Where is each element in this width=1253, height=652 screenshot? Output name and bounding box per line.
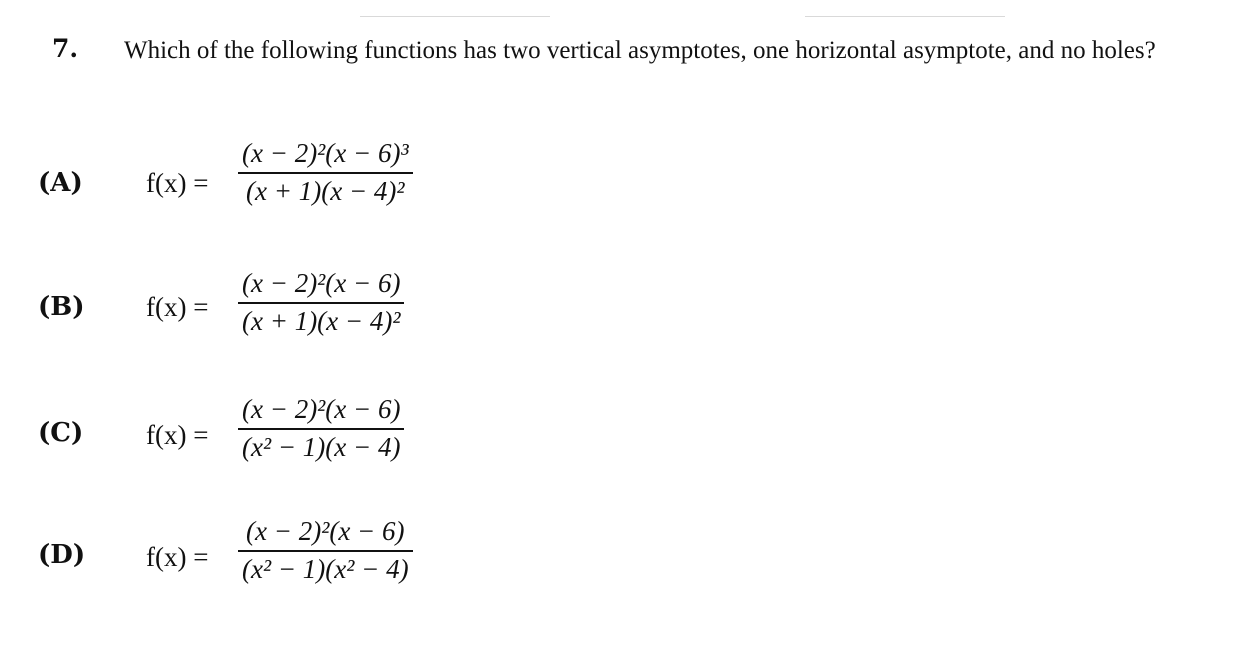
scan-artifact <box>360 16 550 17</box>
fraction <box>238 138 413 207</box>
option-label: (A) <box>38 168 83 198</box>
function-lhs: f(x) = <box>146 292 209 322</box>
option-a[interactable] <box>0 138 1253 228</box>
option-d[interactable] <box>0 516 1253 606</box>
fraction <box>238 394 404 463</box>
option-c[interactable] <box>0 394 1253 484</box>
function-lhs: f(x) = <box>146 168 209 198</box>
numerator: (x − 2)²(x − 6) <box>242 268 401 298</box>
option-b[interactable] <box>0 268 1253 358</box>
numerator: (x − 2)²(x − 6) <box>242 394 401 424</box>
function-lhs: f(x) = <box>146 542 209 572</box>
denominator: (x + 1)(x − 4)² <box>242 306 401 336</box>
function-lhs: f(x) = <box>146 420 209 450</box>
denominator: (x + 1)(x − 4)² <box>246 176 405 206</box>
fraction <box>238 516 413 585</box>
numerator: (x − 2)²(x − 6)³ <box>242 138 409 168</box>
question-number: 7. <box>52 34 79 63</box>
question-text: Which of the following functions has two vertical asymptotes, one horizontal asymptote, and no holes? <box>124 37 1156 64</box>
option-label: (D) <box>38 540 86 570</box>
denominator: (x² − 1)(x² − 4) <box>242 554 409 584</box>
option-label: (B) <box>38 292 85 322</box>
fraction <box>238 268 404 337</box>
denominator: (x² − 1)(x − 4) <box>242 432 401 462</box>
scan-artifact <box>805 16 1005 17</box>
numerator: (x − 2)²(x − 6) <box>246 516 405 546</box>
option-label: (C) <box>38 418 84 448</box>
